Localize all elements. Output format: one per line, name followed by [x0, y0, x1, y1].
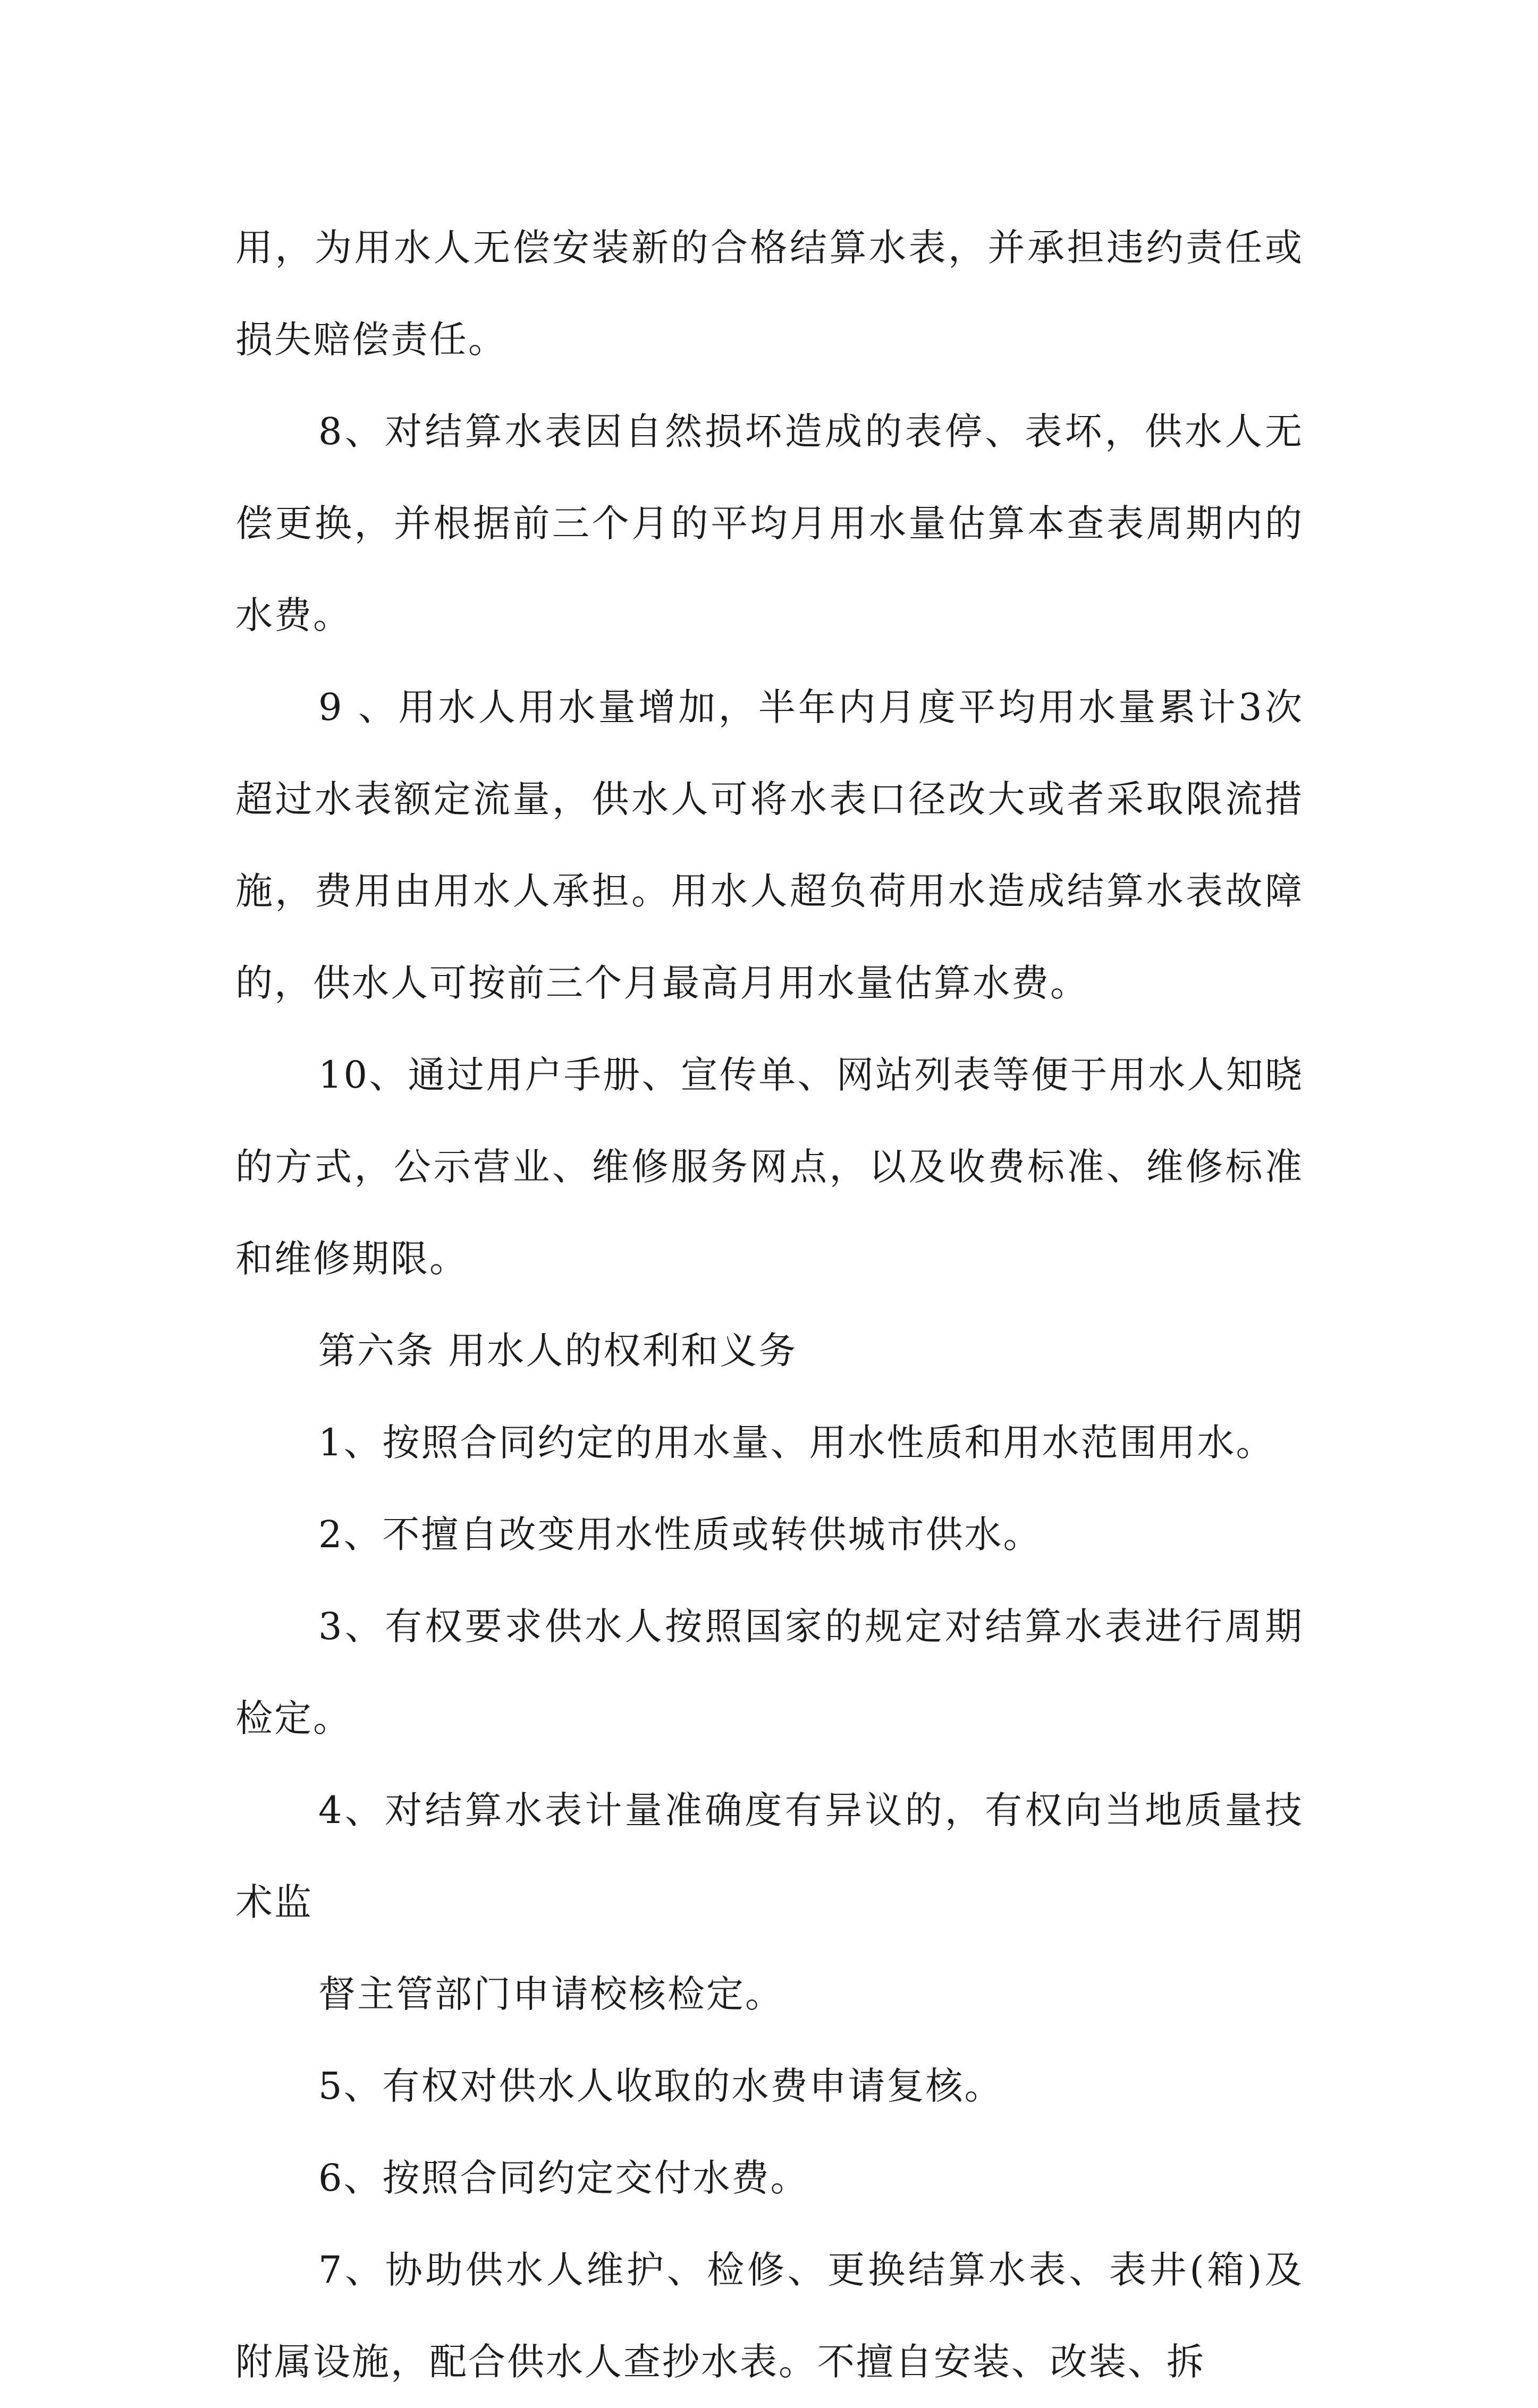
paragraph-item-1: 1、按照合同约定的用水量、用水性质和用水范围用水。	[318, 1421, 1275, 1464]
paragraph-item-4: 4、对结算水表计量准确度有异议的，有权向当地质量技术监	[235, 1788, 1304, 1924]
paragraph-item-10: 10、通过用户手册、宣传单、网站列表等便于用水人知晓的方式，公示营业、维修服务网点，以及收费标准、维修标准和维修期限。	[235, 1053, 1304, 1281]
paragraph-item-6: 6、按照合同约定交付水费。	[318, 2156, 809, 2200]
document-body	[235, 202, 1304, 2408]
paragraph-continuation: 用，为用水人无偿安装新的合格结算水表，并承担违约责任或损失赔偿责任。	[235, 226, 1304, 361]
paragraph-item-8: 8、对结算水表因自然损坏造成的表停、表坏，供水人无偿更换，并根据前三个月的平均月用水量估算本查表周期内的水费。	[235, 410, 1304, 637]
paragraph-item-3: 3、有权要求供水人按照国家的规定对结算水表进行周期检定。	[235, 1605, 1304, 1740]
paragraph-item-9: 9 、用水人用水量增加，半年内月度平均用水量累计3次超过水表额定流量，供水人可将水表口径改大或者采取限流措施，费用由用水人承担。用水人超负荷用水造成结算水表故障的，供水人可按前三个月最高月用水量估算水费。	[235, 685, 1304, 1005]
paragraph-item-5: 5、有权对供水人收取的水费申请复核。	[318, 2064, 1003, 2108]
paragraph-item-7: 7、协助供水人维护、检修、更换结算水表、表井(箱)及附属设施，配合供水人查抄水表。不擅自安装、改装、拆	[235, 2248, 1304, 2384]
section-heading-article-6: 第六条 用水人的权利和义务	[318, 1329, 798, 1372]
paragraph-item-4-continued: 督主管部门申请校核检定。	[318, 1972, 784, 2016]
paragraph-item-2: 2、不擅自改变用水性质或转供城市供水。	[318, 1513, 1042, 1556]
